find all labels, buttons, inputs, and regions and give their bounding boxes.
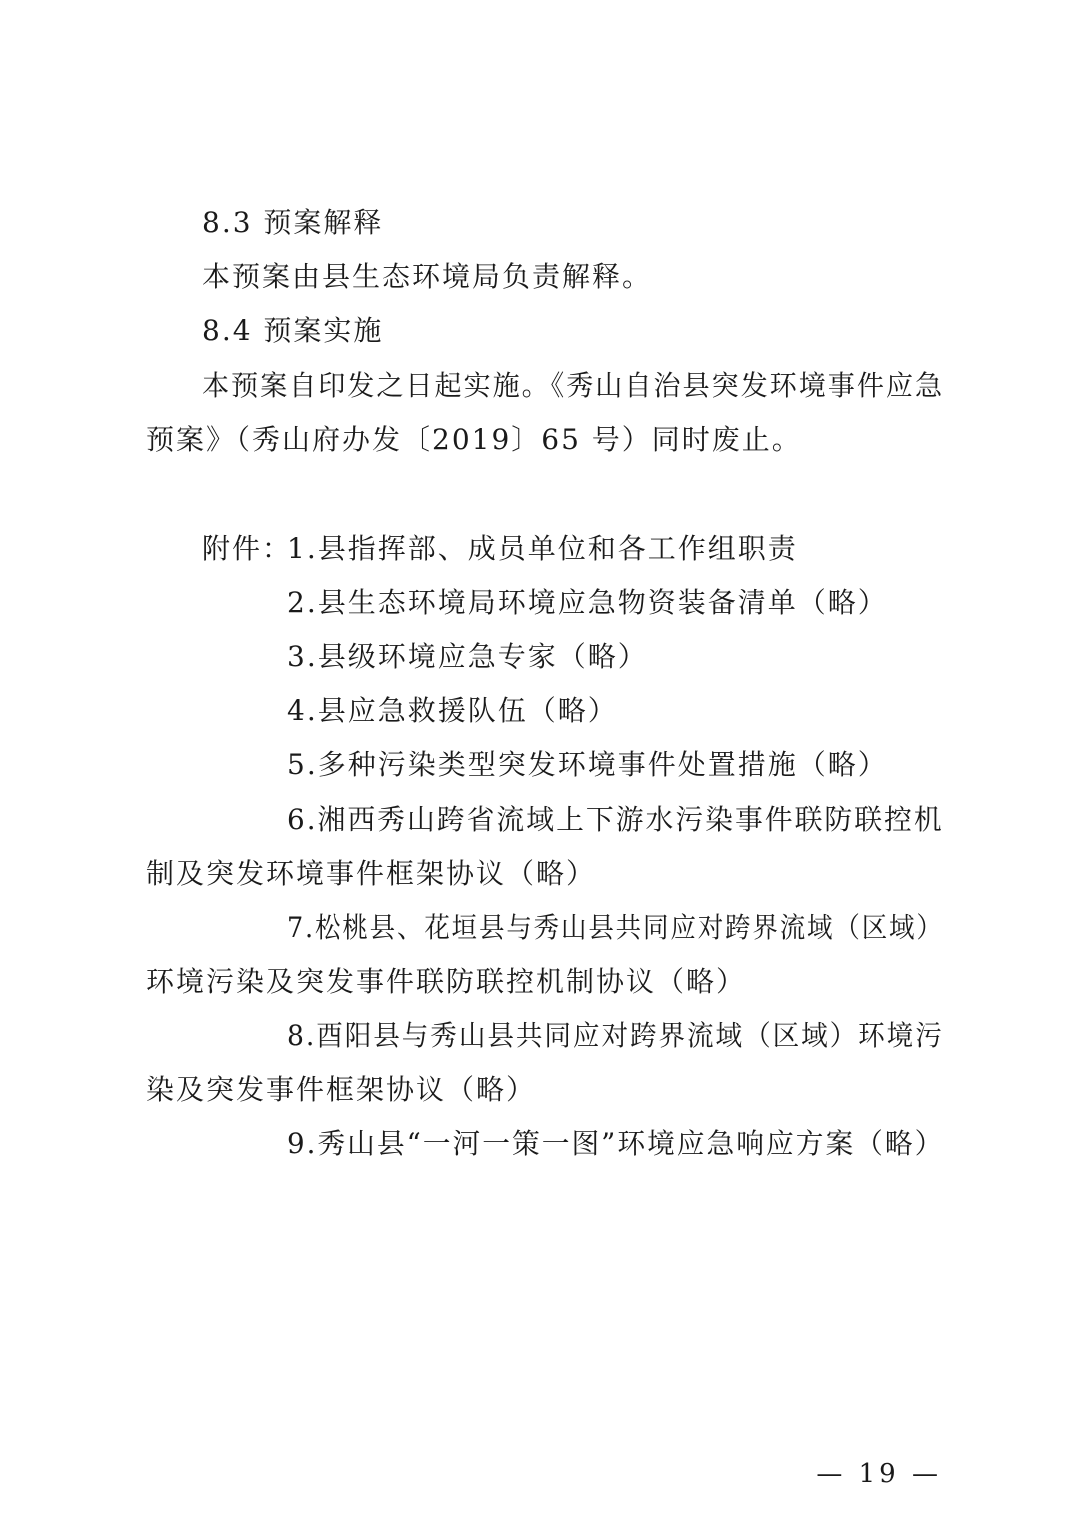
section-8-4-heading: 8.4 预案实施 <box>202 314 384 347</box>
attachment-item-2: 2.县生态环境局环境应急物资装备清单（略） <box>287 586 888 619</box>
section-8-3-heading: 8.3 预案解释 <box>202 206 384 239</box>
attachment-item-8-line1: 8.酉阳县与秀山县共同应对跨界流域（区域）环境污 <box>287 1019 944 1052</box>
attachment-item-1: 1.县指挥部、成员单位和各工作组职责 <box>287 532 798 565</box>
attachment-item-6-line2: 制及突发环境事件框架协议（略） <box>146 857 597 890</box>
attachments-label: 附件： <box>202 532 293 565</box>
attachment-item-8-line2: 染及突发事件框架协议（略） <box>146 1073 537 1106</box>
section-8-4-body-line2: 预案》（秀山府办发〔2019〕65 号）同时废止。 <box>146 423 802 456</box>
attachment-item-3: 3.县级环境应急专家（略） <box>287 640 648 673</box>
page-number: — 19 — <box>816 1459 942 1489</box>
section-8-4-body-line1: 本预案自印发之日起实施。《秀山自治县突发环境事件应急 <box>202 369 945 402</box>
section-8-3-body: 本预案由县生态环境局负责解释。 <box>202 260 653 293</box>
attachment-item-4: 4.县应急救援队伍（略） <box>287 694 618 727</box>
attachment-item-9: 9.秀山县“一河一策一图”环境应急响应方案（略） <box>287 1127 945 1160</box>
attachment-item-6-line1: 6.湘西秀山跨省流域上下游水污染事件联防联控机 <box>287 803 944 836</box>
attachment-item-5: 5.多种污染类型突发环境事件处置措施（略） <box>287 748 888 781</box>
attachment-item-7-line2: 环境污染及突发事件联防联控机制协议（略） <box>146 965 747 998</box>
attachment-item-7-line1: 7.松桃县、花垣县与秀山县共同应对跨界流域（区域） <box>287 911 944 944</box>
